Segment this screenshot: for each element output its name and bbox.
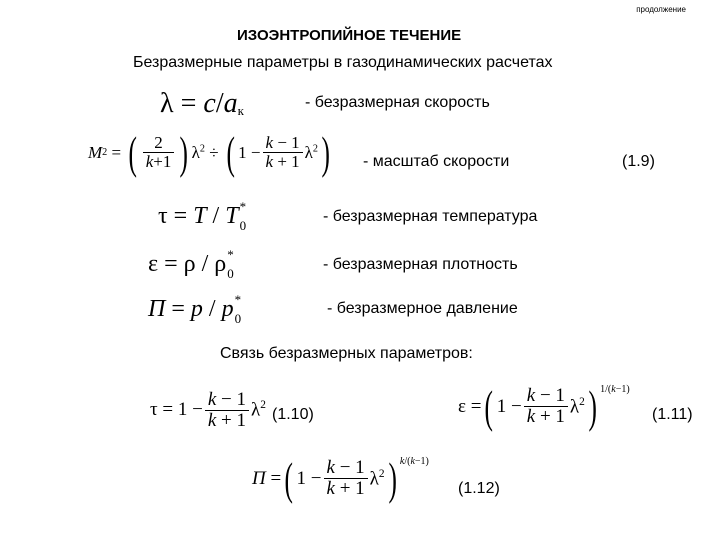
equation-number-1-10: (1.10) xyxy=(272,406,314,423)
lambda-formula: λ = c / a к xyxy=(160,88,244,119)
epsilon-description: - безразмерная плотность xyxy=(323,256,518,273)
mach-formula: M 2 = ( $\frac{2}{k+1}$ ) $\lambda^2$ ÷ ( 1 − $\frac{k - 1}{k + 1}$ $\lambda^2$ ) xyxy=(88,127,330,178)
relations-heading: Связь безразмерных параметров: xyxy=(220,345,473,362)
lambda-description: - безразмерная скорость xyxy=(305,94,490,111)
mach-description: - масштаб скорости xyxy=(363,153,510,170)
pi-formula: Π = p / p * 0 xyxy=(148,292,242,326)
pi-description: - безразмерное давление xyxy=(327,300,518,317)
page-title: ИЗОЭНТРОПИЙНОЕ ТЕЧЕНИЕ xyxy=(237,27,462,44)
pi-relation-formula: Π = ( 1 − $\frac{k - 1}{k + 1}$ $\lambda^2$ ) k/(k−1) xyxy=(252,453,429,504)
continuation-label: продолжение xyxy=(636,5,686,14)
tau-formula: τ = T / T * 0 xyxy=(158,199,247,233)
equation-number-1-11: (1.11) xyxy=(652,406,693,423)
page-subtitle: Безразмерные параметры в газодинамических расчетах xyxy=(133,54,553,71)
equation-number-1-9: (1.9) xyxy=(622,153,655,170)
tau-relation-formula: τ = 1 − $\frac{k - 1}{k + 1}$ $\lambda^2$ xyxy=(150,389,266,431)
epsilon-formula: ε = ρ / ρ * 0 xyxy=(148,247,234,281)
tau-description: - безразмерная температура xyxy=(323,208,538,225)
epsilon-relation-formula: ε = ( 1 − $\frac{k - 1}{k + 1}$ $\lambda^2$ ) 1/(k−1) xyxy=(458,381,630,432)
equation-number-1-12: (1.12) xyxy=(458,480,500,497)
